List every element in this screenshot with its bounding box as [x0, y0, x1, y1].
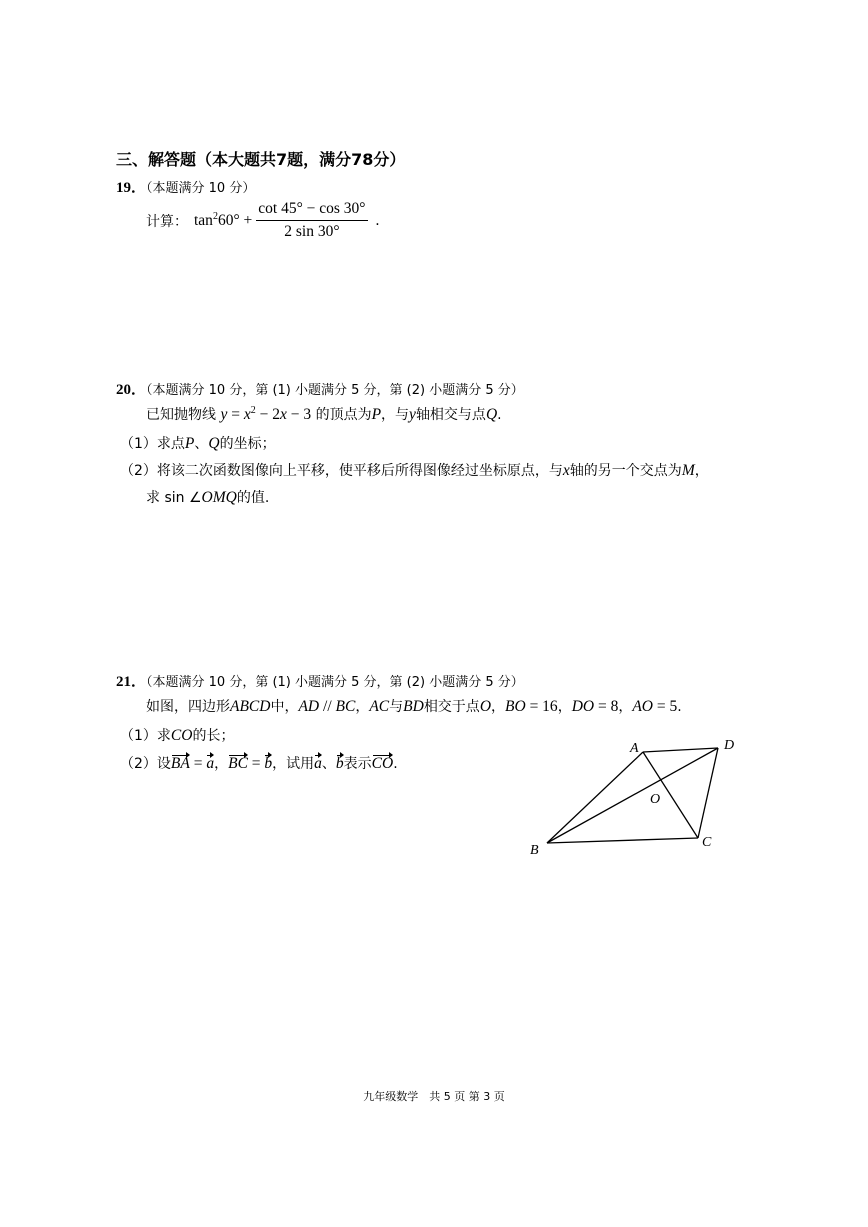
label-D: D — [724, 738, 735, 753]
question-number: 19． — [116, 180, 147, 196]
score-note: （本题满分 10 分） — [146, 181, 256, 196]
fraction — [256, 200, 367, 241]
quadrilateral-figure — [520, 730, 760, 860]
question-20-part-2-cont: 求 sin ∠OMQ的值. — [146, 489, 270, 506]
fraction-numerator: cot 45° − cos 30° — [256, 200, 367, 221]
score-note: （本题满分 10 分，第 (1) 小题满分 5 分，第 (2) 小题满分 5 分） — [146, 675, 524, 690]
question-21-part-1: （1）求CO的长； — [120, 727, 235, 744]
question-21-header — [116, 670, 524, 691]
question-21-stem: 如图，四边形ABCD中，AD // BC，AC与BD相交于点O，BO = 16，DO = 8，AO = 5. — [146, 698, 682, 715]
label-A: A — [630, 741, 639, 756]
question-20-header — [116, 378, 524, 399]
label-C: C — [702, 835, 712, 850]
segment-AD — [643, 748, 718, 752]
label-B: B — [530, 843, 539, 858]
question-20-stem: 已知抛物线 $y = x^2 - 2x - 3$ 的顶点为P，与y轴相交与点Q. — [146, 404, 502, 423]
vector-a: a — [314, 755, 322, 772]
question-20-part-2: （2）将该二次函数图像向上平移，使平移后所得图像经过坐标原点，与x轴的另一个交点为M， — [120, 462, 709, 479]
segment-CB — [547, 838, 698, 843]
end-period: . — [375, 211, 380, 229]
vector-BA: BA — [170, 755, 190, 772]
question-number: 21． — [116, 674, 147, 690]
vector-b: b — [335, 755, 344, 772]
question-20-part-1: （1）求点P、Q的坐标； — [120, 435, 276, 452]
section-title: 三、解答题（本大题共7题，满分78分） — [116, 150, 406, 169]
vector-CO: CO — [371, 755, 394, 772]
prompt: 计算： — [146, 213, 188, 230]
fraction-denominator: 2 sin 30° — [284, 223, 340, 240]
page-footer: 九年级数学 共 5 页 第 3 页 — [363, 1090, 505, 1103]
parabola-equation: $y = x^2 - 2x - 3$ — [220, 404, 312, 423]
label-O: O — [650, 792, 661, 807]
question-19-header — [116, 176, 255, 197]
vector-b: b — [264, 755, 273, 772]
vector-a: a — [206, 755, 215, 772]
score-note: （本题满分 10 分，第 (1) 小题满分 5 分，第 (2) 小题满分 5 分） — [146, 383, 524, 398]
vector-BC: BC — [228, 755, 248, 772]
segment-DC — [698, 748, 718, 838]
expression-lead: $\tan^260^\circ$ + — [194, 210, 253, 230]
question-21-part-2: （2）设BA = a，BC = b，试用a、b表示CO. — [120, 755, 398, 772]
question-19-body — [146, 200, 379, 241]
question-number: 20． — [116, 382, 147, 398]
